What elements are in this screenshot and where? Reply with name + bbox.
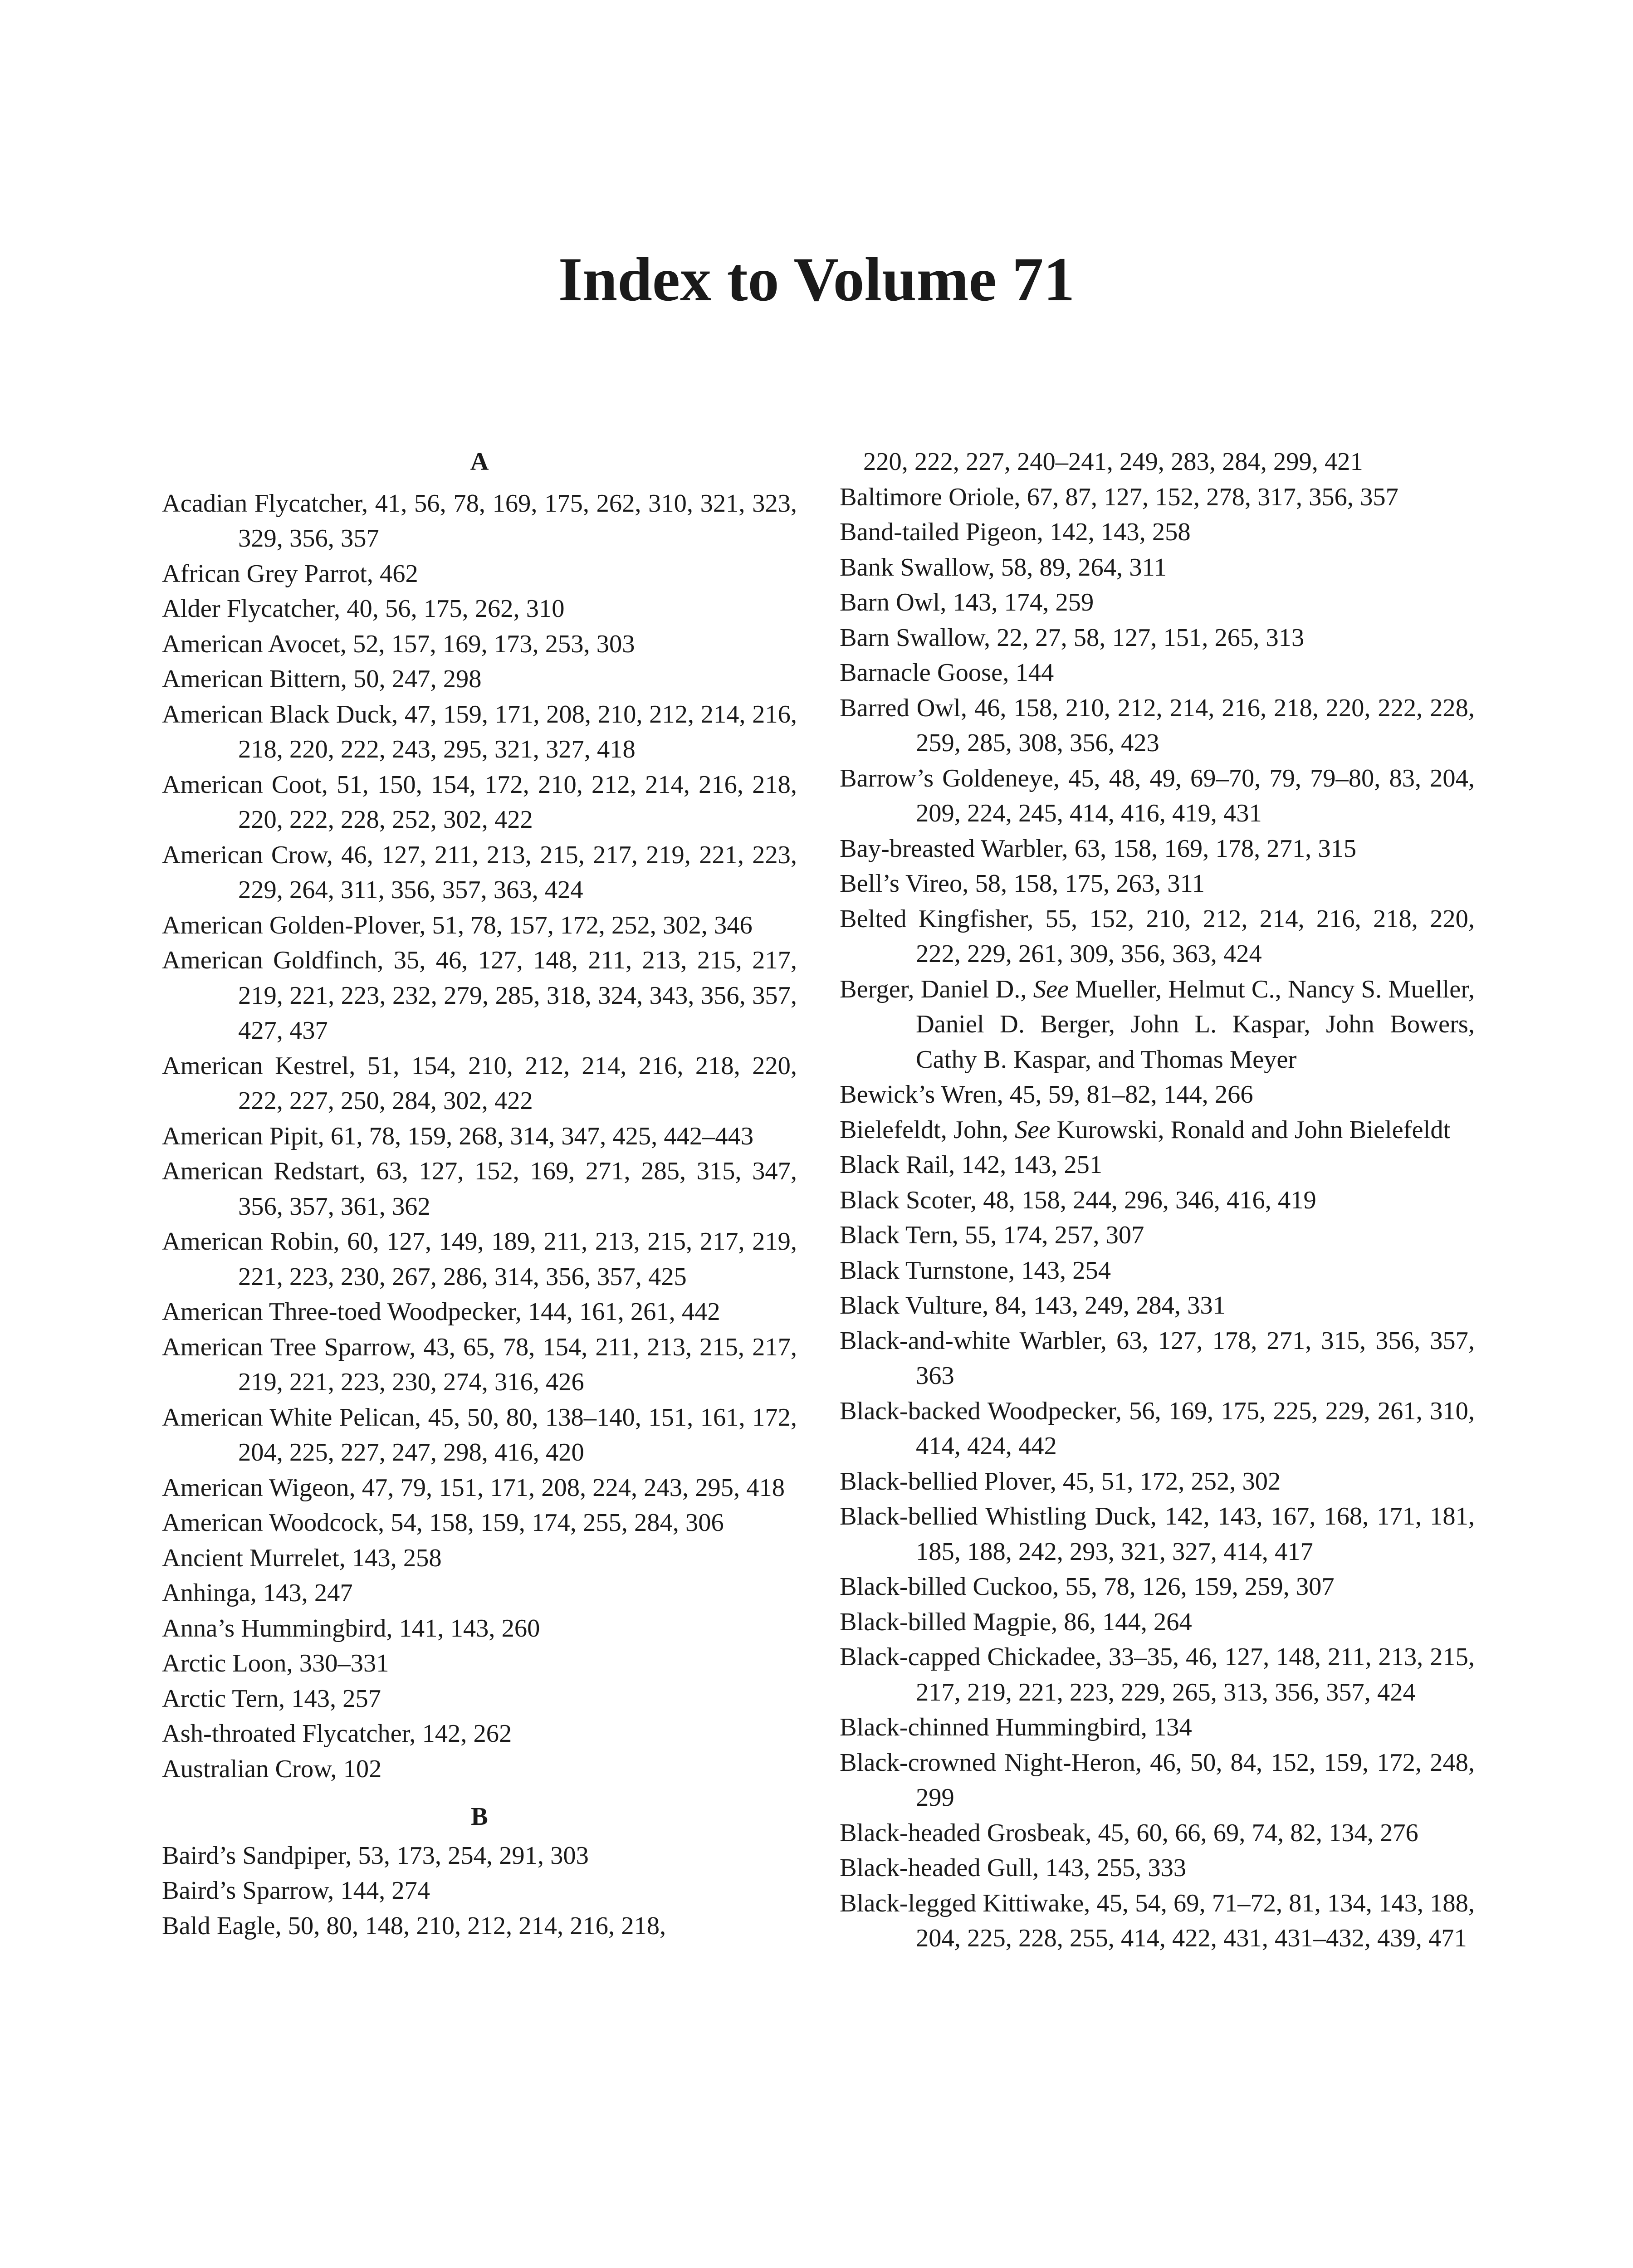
index-entry: Bewick’s Wren, 45, 59, 81–82, 144, 266	[840, 1080, 1253, 1109]
entries-right-3	[840, 1148, 1475, 1956]
index-entry: Black-billed Magpie, 86, 144, 264	[840, 1608, 1192, 1636]
index-entry: Baird’s Sparrow, 144, 274	[162, 1877, 430, 1905]
index-entry-bielefeldt	[840, 1113, 1475, 1148]
index-entry: American Golden-Plover, 51, 78, 157, 172, 252, 302, 346	[162, 911, 753, 939]
see-reference: See	[1015, 1115, 1051, 1144]
index-entry: Barrow’s Goldeneye, 45, 48, 49, 69–70, 79, 79–80, 83, 204, 209, 224, 245, 414, 416, 419, 431	[840, 764, 1475, 827]
index-entry: Black-bellied Plover, 45, 51, 172, 252, 302	[840, 1467, 1281, 1496]
page-title: Index to Volume 71	[558, 244, 1075, 314]
index-entry: American White Pelican, 45, 50, 80, 138–140, 151, 161, 172, 204, 225, 227, 247, 298, 416, 420	[162, 1403, 797, 1466]
index-entry: American Goldfinch, 35, 46, 127, 148, 211, 213, 215, 217, 219, 221, 223, 232, 279, 285, 318, 324, 343, 356, 357, 427, 437	[162, 946, 797, 1045]
index-entry: Black Scoter, 48, 158, 244, 296, 346, 416, 419	[840, 1186, 1316, 1214]
index-entry: Baird’s Sandpiper, 53, 173, 254, 291, 303	[162, 1841, 589, 1870]
index-entry: American Tree Sparrow, 43, 65, 78, 154, 211, 213, 215, 217, 219, 221, 223, 230, 274, 316, 426	[162, 1333, 797, 1396]
index-entry: Black-billed Cuckoo, 55, 78, 126, 159, 259, 307	[840, 1573, 1335, 1601]
index-entry: Barn Swallow, 22, 27, 58, 127, 151, 265, 313	[840, 623, 1305, 652]
index-entry: Black Turnstone, 143, 254	[840, 1256, 1111, 1285]
section-heading-a: A	[470, 448, 489, 476]
index-entry: Australian Crow, 102	[162, 1755, 382, 1783]
entries-b	[162, 1838, 797, 1944]
index-entry: Black-backed Woodpecker, 56, 169, 175, 225, 229, 261, 310, 414, 424, 442	[840, 1397, 1475, 1460]
index-entry: American Crow, 46, 127, 211, 213, 215, 217, 219, 221, 223, 229, 264, 311, 356, 357, 363, 424	[162, 841, 797, 904]
index-entry: Anhinga, 143, 247	[162, 1579, 353, 1607]
index-entry: Band-tailed Pigeon, 142, 143, 258	[840, 518, 1191, 546]
index-entry: Barnacle Goose, 144	[840, 659, 1054, 687]
index-entry: Alder Flycatcher, 40, 56, 175, 262, 310	[162, 595, 565, 623]
index-entry: Acadian Flycatcher, 41, 56, 78, 169, 175, 262, 310, 321, 323, 329, 356, 357	[162, 489, 797, 552]
index-entry: Black-capped Chickadee, 33–35, 46, 127, 148, 211, 213, 215, 217, 219, 221, 223, 229, 265, 313, 356, 357, 424	[840, 1643, 1475, 1706]
index-entry: American Bittern, 50, 247, 298	[162, 665, 482, 693]
index-entry: American Avocet, 52, 157, 169, 173, 253, 303	[162, 630, 635, 658]
entries-right-2	[840, 1077, 1475, 1113]
index-entry: Arctic Loon, 330–331	[162, 1649, 389, 1677]
index-entry: Anna’s Hummingbird, 141, 143, 260	[162, 1614, 540, 1642]
index-entry: Barn Owl, 143, 174, 259	[840, 588, 1094, 616]
index-entry: American Coot, 51, 150, 154, 172, 210, 212, 214, 216, 218, 220, 222, 228, 252, 302, 422	[162, 770, 797, 834]
index-entry: Black Rail, 142, 143, 251	[840, 1151, 1103, 1179]
entry-text: Mueller, Helmut C., Nancy S. Mueller, Daniel D. Berger, John L. Kaspar, John Bowers, Cathy B. Kaspar, and Thomas Meyer	[916, 975, 1475, 1074]
index-entry: Bay-breasted Warbler, 63, 158, 169, 178, 271, 315	[840, 834, 1357, 863]
index-entry: American Three-toed Woodpecker, 144, 161, 261, 442	[162, 1298, 720, 1326]
index-entry: American Black Duck, 47, 159, 171, 208, 210, 212, 214, 216, 218, 220, 222, 243, 295, 321, 327, 418	[162, 700, 797, 763]
index-entry: American Kestrel, 51, 154, 210, 212, 214, 216, 218, 220, 222, 227, 250, 284, 302, 422	[162, 1051, 797, 1115]
index-entry: Bell’s Vireo, 58, 158, 175, 263, 311	[840, 870, 1205, 898]
index-entry: Ancient Murrelet, 143, 258	[162, 1544, 442, 1572]
index-entry: Black-headed Grosbeak, 45, 60, 66, 69, 74, 82, 134, 276	[840, 1818, 1418, 1847]
index-entry: American Wigeon, 47, 79, 151, 171, 208, 224, 243, 295, 418	[162, 1473, 785, 1502]
index-entry: Black-chinned Hummingbird, 134	[840, 1713, 1192, 1741]
see-reference: See	[1033, 975, 1069, 1003]
index-entry-berger	[840, 972, 1475, 1078]
index-entry: Black-bellied Whistling Duck, 142, 143, 167, 168, 171, 181, 185, 188, 242, 293, 321, 327, 414, 417	[840, 1502, 1475, 1566]
index-entry: Bank Swallow, 58, 89, 264, 311	[840, 553, 1167, 582]
index-entry: Barred Owl, 46, 158, 210, 212, 214, 216, 218, 220, 222, 228, 259, 285, 308, 356, 423	[840, 694, 1475, 757]
index-entry: American Pipit, 61, 78, 159, 268, 314, 347, 425, 442–443	[162, 1122, 754, 1150]
index-entry: Black-and-white Warbler, 63, 127, 178, 271, 315, 356, 357, 363	[840, 1326, 1475, 1390]
index-entry: African Grey Parrot, 462	[162, 559, 418, 588]
index-entry: American Redstart, 63, 127, 152, 169, 271, 285, 315, 347, 356, 357, 361, 362	[162, 1157, 797, 1221]
index-entry: Baltimore Oriole, 67, 87, 127, 152, 278, 317, 356, 357	[840, 483, 1398, 511]
index-entry: Black Vulture, 84, 143, 249, 284, 331	[840, 1291, 1226, 1320]
index-entry: Bald Eagle, 50, 80, 148, 210, 212, 214, 216, 218,	[162, 1911, 666, 1940]
index-entry: Belted Kingfisher, 55, 152, 210, 212, 214, 216, 218, 220, 222, 229, 261, 309, 356, 363, 424	[840, 904, 1475, 968]
index-entry: American Robin, 60, 127, 149, 189, 211, 213, 215, 217, 219, 221, 223, 230, 267, 286, 314, 356, 357, 425	[162, 1227, 797, 1291]
index-column-right	[840, 445, 1475, 1956]
index-entry: Ash-throated Flycatcher, 142, 262	[162, 1720, 512, 1748]
entries-a	[162, 486, 797, 1787]
index-column-left	[162, 445, 797, 1944]
entry-text: Berger, Daniel D.,	[840, 975, 1033, 1003]
index-entry: Black-headed Gull, 143, 255, 333	[840, 1854, 1187, 1882]
index-entry-continuation: 220, 222, 227, 240–241, 249, 283, 284, 299, 421	[863, 448, 1363, 476]
entries-right-1	[840, 480, 1475, 972]
index-entry: Black Tern, 55, 174, 257, 307	[840, 1221, 1144, 1249]
entry-text: Kurowski, Ronald and John Bielefeldt	[1050, 1115, 1451, 1144]
index-entry: Arctic Tern, 143, 257	[162, 1684, 381, 1713]
index-entry: Black-legged Kittiwake, 45, 54, 69, 71–72, 81, 134, 143, 188, 204, 225, 228, 255, 414, 422, 431, 431–432, 439, 471	[840, 1889, 1475, 1952]
section-heading-b: B	[471, 1803, 488, 1831]
index-entry: American Woodcock, 54, 158, 159, 174, 255, 284, 306	[162, 1509, 724, 1537]
index-entry: Black-crowned Night-Heron, 46, 50, 84, 152, 159, 172, 248, 299	[840, 1748, 1475, 1812]
entry-text: Bielefeldt, John,	[840, 1115, 1015, 1144]
